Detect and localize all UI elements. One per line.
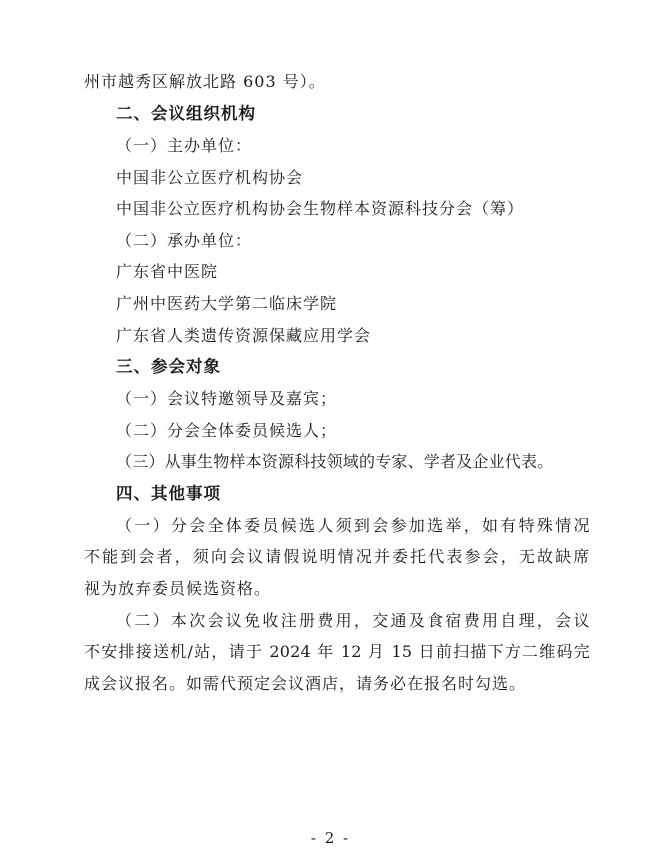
host-org-1: 中国非公立医疗机构协会: [116, 168, 304, 187]
section-heading-organization: 二、会议组织机构: [116, 104, 256, 123]
section-heading-attendees: 三、参会对象: [116, 357, 221, 376]
other-item-1-line-3: 视为放弃委员候选资格。: [84, 579, 272, 598]
organizer-1: 广东省中医院: [116, 262, 219, 281]
section-heading-other: 四、其他事项: [116, 484, 221, 503]
other-item-2-line-1: （二）本次会议免收注册费用，交通及食宿费用自理，会议: [116, 611, 590, 630]
organizer-2: 广州中医药大学第二临床学院: [116, 294, 338, 313]
other-item-2-line-2: 不安排接送机/站，请于 2024 年 12 月 15 日前扫描下方二维码完: [84, 642, 590, 661]
other-item-1-line-1: （一）分会全体委员候选人须到会参加选举，如有特殊情况: [116, 516, 590, 535]
page-number: - 2 -: [310, 829, 351, 847]
other-item-2-line-3: 成会议报名。如需代预定会议酒店，请务必在报名时勾选。: [84, 674, 527, 693]
attendee-3: （三）从事生物样本资源科技领域的专家、学者及企业代表。: [116, 452, 554, 471]
host-org-2: 中国非公立医疗机构协会生物样本资源科技分会（筹）: [116, 199, 525, 218]
address-continuation: 州市越秀区解放北路 603 号）。: [84, 72, 326, 91]
subheading-host: （一）主办单位：: [116, 136, 253, 155]
attendee-1: （一）会议特邀领导及嘉宾；: [116, 389, 338, 408]
subheading-organizer: （二）承办单位：: [116, 231, 253, 250]
organizer-3: 广东省人类遗传资源保藏应用学会: [116, 326, 372, 345]
attendee-2: （二）分会全体委员候选人；: [116, 421, 338, 440]
other-item-1-line-2: 不能到会者，须向会议请假说明情况并委托代表参会，无故缺席: [84, 547, 590, 566]
